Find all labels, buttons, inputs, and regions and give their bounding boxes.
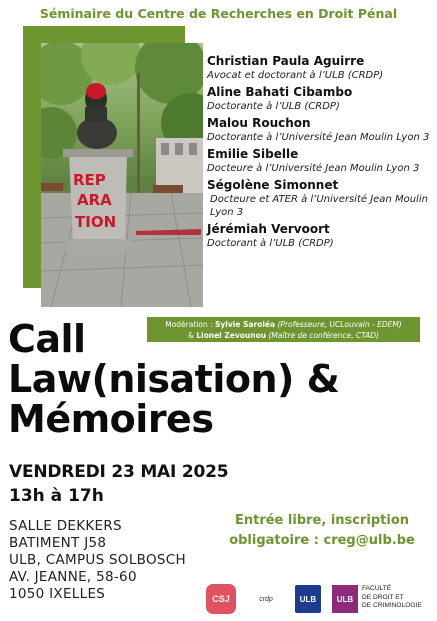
event-time: 13h à 17h	[9, 486, 104, 506]
moderation-amp: &	[188, 331, 197, 340]
moderator-1-name: Sylvie Saroléa	[215, 320, 276, 329]
event-title	[8, 319, 339, 439]
speaker-item	[207, 221, 433, 250]
speaker-list	[207, 53, 433, 252]
faculty-logo-line: DE CRIMINOLOGIE	[362, 602, 422, 609]
speaker-name: Jérémiah Vervoort	[207, 222, 330, 236]
address-line: 1050 IXELLES	[9, 586, 106, 602]
graffiti-text-3: TION	[75, 213, 117, 231]
registration-line-2: obligatoire : creg@ulb.be	[229, 533, 415, 548]
address-line: AV. JEANNE, 58-60	[9, 569, 137, 585]
speaker-role: Doctorant à l’ULB (CRDP)	[207, 238, 334, 249]
moderator-2-name: Lionel Zevounou	[196, 331, 267, 340]
event-title-line-3: Mémoires	[8, 397, 214, 441]
speaker-item	[207, 84, 433, 113]
address-line: BATIMENT J58	[9, 535, 107, 551]
speaker-role: Docteure à l’Université Jean Moulin Lyon 3	[207, 163, 420, 174]
moderation-label: Modération :	[165, 320, 216, 329]
speaker-item	[207, 53, 433, 82]
event-address	[9, 518, 186, 603]
speaker-item	[207, 115, 433, 144]
event-title-line-2: Law(nisation) &	[8, 357, 340, 401]
speaker-name: Aline Bahati Cibambo	[207, 85, 353, 99]
moderator-1-role: (Professeure, UCLouvain - EDEM)	[277, 320, 402, 329]
speaker-name: Malou Rouchon	[207, 116, 311, 130]
faculty-logo-box: ULB	[332, 585, 358, 613]
address-line: SALLE DEKKERS	[9, 518, 122, 534]
speaker-name: Christian Paula Aguirre	[207, 54, 365, 68]
faculty-logo-line: FACULTÉ	[362, 585, 392, 592]
statue-photo	[41, 43, 203, 307]
faculty-logo-line: DE DROIT ET	[362, 593, 404, 601]
event-date: VENDREDI 23 MAI 2025	[9, 462, 229, 482]
csj-logo: CSJ	[206, 584, 236, 614]
event-title-line-1: Call	[8, 317, 86, 361]
registration-line-1: Entrée libre, inscription	[234, 513, 409, 528]
crdp-logo: crdp	[259, 595, 273, 603]
partner-logos	[206, 584, 436, 614]
speaker-role: Doctorante à l’Université Jean Moulin Lyon 3	[207, 132, 430, 143]
faculty-logo	[332, 585, 436, 613]
faculty-logo-text	[362, 585, 422, 611]
registration-info	[211, 511, 433, 551]
speaker-name: Emilie Sibelle	[207, 147, 299, 161]
graffiti-text-2: ARA	[77, 191, 112, 209]
address-line: ULB, CAMPUS SOLBOSCH	[9, 552, 186, 568]
statue-photo-drawing	[41, 43, 203, 307]
speaker-item	[207, 177, 433, 219]
speaker-item	[207, 146, 433, 175]
graffiti-text-1: REP	[73, 171, 106, 189]
moderator-2-role: (Maître de conférence, CTAD)	[268, 331, 379, 340]
speaker-role: Docteure et ATER à l’Université Jean Moulin Lyon 3	[210, 194, 428, 218]
speaker-name: Ségolène Simonnet	[207, 178, 339, 192]
ulb-logo: ULB	[295, 585, 321, 613]
speaker-role: Doctorante à l’ULB (CRDP)	[207, 101, 340, 112]
seminar-title: Séminaire du Centre de Recherches en Droit Pénal	[39, 6, 398, 21]
speaker-role: Avocat et doctorant à l’ULB (CRDP)	[207, 70, 384, 81]
